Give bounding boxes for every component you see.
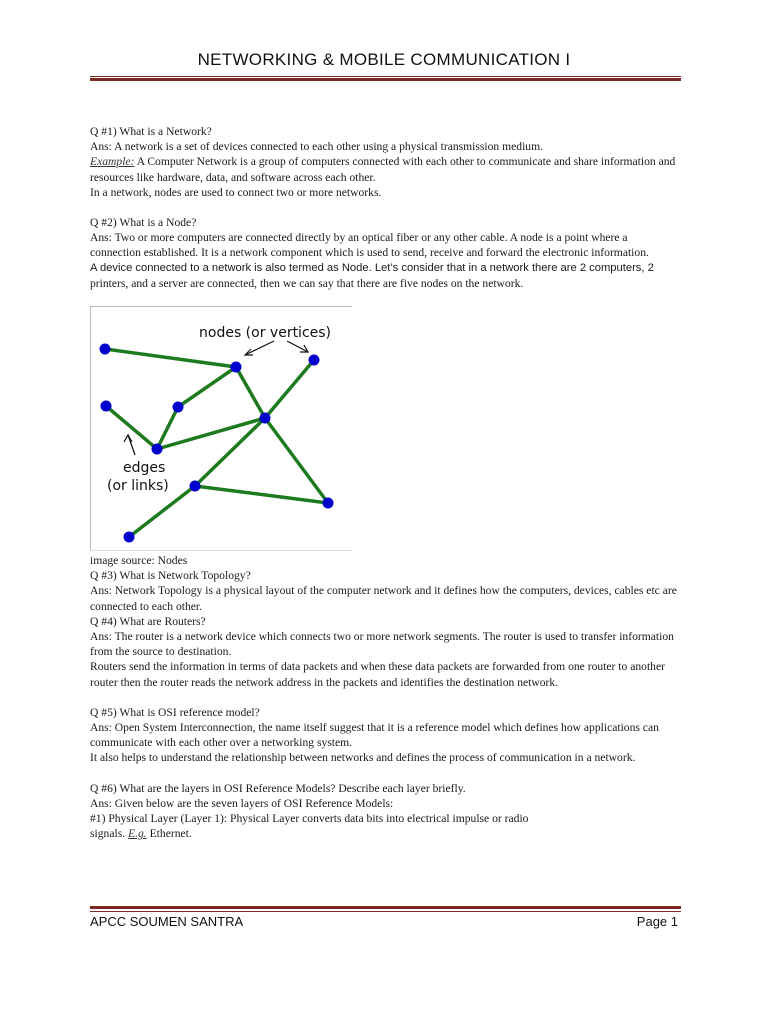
document-body bbox=[90, 124, 680, 841]
graph-edge bbox=[265, 360, 314, 418]
q1-example bbox=[90, 154, 680, 184]
q5-answer: Ans: Open System Interconnection, the name itself suggest that it is a reference model which defines how applications can communicate with each other over a networking system. bbox=[90, 721, 659, 750]
graph-edge bbox=[265, 418, 328, 503]
footer-page-number: Page 1 bbox=[636, 914, 678, 929]
graph-node bbox=[309, 355, 320, 366]
graph-node bbox=[100, 344, 111, 355]
graph-node bbox=[124, 532, 135, 543]
graph-node bbox=[173, 402, 184, 413]
q2-question: Q #2) What is a Node? bbox=[90, 216, 197, 230]
q4-answer: Ans: The router is a network device which connects two or more network segments. The router is used to transfer information from the source to destination. bbox=[90, 630, 674, 659]
q5-question: Q #5) What is OSI reference model? bbox=[90, 705, 260, 719]
q6-question: Q #6) What are the layers in OSI Reference Models? Describe each layer briefly. bbox=[90, 781, 466, 795]
links-label: (or links) bbox=[107, 478, 169, 495]
graph-edge bbox=[236, 367, 265, 418]
figure-caption: image source: Nodes bbox=[90, 554, 188, 568]
eg-text: Ethernet. bbox=[146, 827, 192, 841]
layer1-text: signals. bbox=[90, 827, 129, 841]
q1-question: Q #1) What is a Network? bbox=[90, 125, 212, 138]
page-header-title: NETWORKING & MOBILE COMMUNICATION I bbox=[197, 50, 571, 69]
q6-layer1-line2 bbox=[90, 826, 680, 841]
footer-rule-top bbox=[90, 906, 681, 909]
graph-node bbox=[190, 481, 201, 492]
graph-node bbox=[260, 413, 271, 424]
q4-extra: Routers send the information in terms of data packets and when these data packets are forwarded from one router to another router then the router reads the network address in the packets and identifies the destination network. bbox=[90, 660, 665, 689]
example-label: Example: bbox=[90, 155, 135, 169]
graph-edge bbox=[178, 367, 236, 407]
q4-question: Q #4) What are Routers? bbox=[90, 614, 206, 628]
graph-node bbox=[323, 498, 334, 509]
q6-answer: Ans: Given below are the seven layers of OSI Reference Models: bbox=[90, 796, 394, 810]
eg-label: E.g. bbox=[128, 827, 147, 841]
arrowhead bbox=[124, 435, 132, 442]
q5-extra: It also helps to understand the relationship between networks and defines the process of communication in a network. bbox=[90, 751, 636, 765]
q2-answer: Ans: Two or more computers are connected directly by an optical fiber or any other cable. A node is a point where a connection established. It is a network component which is used to send, receive and forward the electronic information. bbox=[90, 231, 649, 260]
network-nodes-figure bbox=[90, 306, 352, 551]
q3-answer: Ans: Network Topology is a physical layout of the computer network and it defines how the computers, devices, cables etc are connected to each other. bbox=[90, 584, 677, 613]
header-rule-top bbox=[90, 76, 681, 77]
footer-author: APCC SOUMEN SANTRA bbox=[90, 914, 244, 929]
q1-extra: In a network, nodes are used to connect two or more networks. bbox=[90, 185, 382, 199]
graph-node bbox=[101, 401, 112, 412]
q3-question: Q #3) What is Network Topology? bbox=[90, 569, 251, 583]
q1-answer: Ans: A network is a set of devices connected to each other using a physical transmission medium. bbox=[90, 140, 544, 154]
edges-label: edges bbox=[123, 460, 166, 477]
nodes-label: nodes (or vertices) bbox=[199, 325, 332, 342]
q2-line-b: printers, and a server are connected, then we can say that there are five nodes on the network. bbox=[90, 276, 524, 290]
graph-edge bbox=[106, 406, 157, 449]
graph-node bbox=[231, 362, 242, 373]
graph-edge bbox=[195, 486, 328, 503]
q2-line-a: A device connected to a network is also termed as Node. Let’s consider that in a network there are 2 computers, 2 bbox=[90, 261, 654, 274]
header-rule-bottom bbox=[90, 78, 681, 81]
network-graph-diagram bbox=[91, 307, 353, 552]
graph-node bbox=[152, 444, 163, 455]
footer-rule-bottom bbox=[90, 911, 681, 912]
q6-layer1-line1: #1) Physical Layer (Layer 1): Physical Layer converts data bits into electrical impulse or radio bbox=[90, 812, 529, 826]
example-text: A Computer Network is a group of computers connected with each other to communicate and share information and resources like hardware, data, and software across each other. bbox=[90, 155, 676, 184]
graph-edge bbox=[105, 349, 236, 367]
nodes-pointer-arrow bbox=[245, 341, 274, 355]
